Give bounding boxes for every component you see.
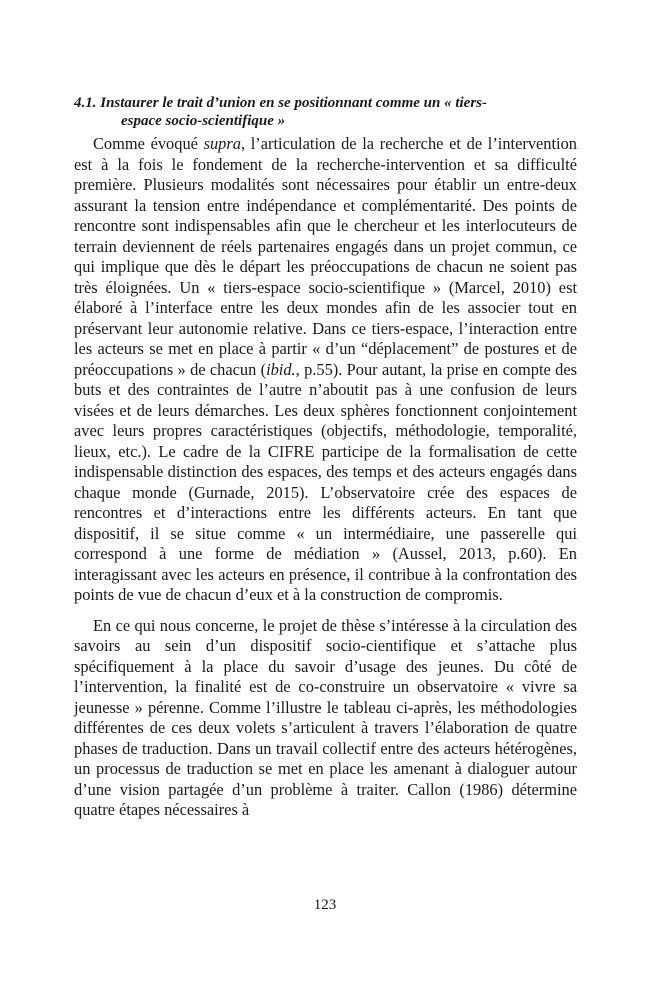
- section-title-line1: Instaurer le trait d’union en se positionnant comme un « tiers-: [100, 95, 487, 111]
- page-number: 123: [313, 897, 337, 913]
- paragraph-2: [74, 616, 577, 821]
- text-run: , l’articulation de la recherche et de l’intervention est à la fois le fondement de la recherche-intervention et sa difficulté première. Plusieurs modalités sont nécessaires pour établir un entre-deux assurant la tension entre indépendance et complémentarité. Des points de rencontre sont indispensables afin que le chercheur et les interlocuteurs de terrain deviennent de réels partenaires engagés dans un projet commun, ce qui implique que dès le départ les préoccupations de chacun ne soient pas très éloignées. Un « tiers-espace socio-scientifique » (Marcel, 2010) est élaboré à l’interface entre les deux mondes afin de les associer tout en préservant leur autonomie relative. Dans ce tiers-espace, l’interaction entre les acteurs se met en place à partir « d’un “déplacement” de postures et de préoccupations » de chacun (: [74, 134, 577, 379]
- section-heading: [74, 94, 577, 130]
- section-number: 4.1.: [74, 95, 97, 111]
- text-run-italic: ibid.: [266, 359, 296, 379]
- paragraph-1: [74, 134, 577, 606]
- page-body: [74, 94, 577, 821]
- text-run: En ce qui nous concerne, le projet de thèse s’intéresse à la circulation des savoirs au sein d’un dispositif socio-cientifique et s’attache plus spécifiquement à la place du savoir d’usage des jeunes. Du côté de l’intervention, la finalité est de co-construire un observatoire « vivre sa jeunesse » pérenne. Comme l’illustre le tableau ci-après, les méthodologies différentes de ces deux volets s’articulent à travers l’élaboration de quatre phases de traduction. Dans un travail collectif entre des acteurs hétérogènes, un processus de traduction se met en place les amenant à dialoguer autour d’une vision partagée d’un problème à traiter. Callon (1986) détermine quatre étapes nécessaires à: [74, 615, 577, 819]
- section-title-line2: espace socio-scientifique »: [121, 113, 286, 129]
- text-run-italic: supra: [203, 134, 241, 153]
- text-run: , p.55). Pour autant, la prise en compte des buts et des contraintes de l’autre n’aboutit pas à une confusion de leurs visées et de leurs démarches. Les deux sphères fonctionnent conjointement avec leurs propres caractéristiques (objectifs, méthodologie, temporalité, lieux, etc.). Le cadre de la CIFRE participe de la formalisation de cette indispensable distinction des espaces, des temps et des acteurs engagés dans chaque monde (Gurnade, 2015). L’observatoire crée des espaces de rencontres et d’interactions entre les différents acteurs. En tant que dispositif, il se situe comme « un intermédiaire, une passerelle qui correspond à une forme de médiation » (Aussel, 2013, p.60). En interagissant avec les acteurs en présence, il contribue à la confrontation des points de vue de chacun d’eux et à la construction de compromis.: [74, 359, 577, 604]
- text-run: Comme évoqué: [93, 134, 204, 153]
